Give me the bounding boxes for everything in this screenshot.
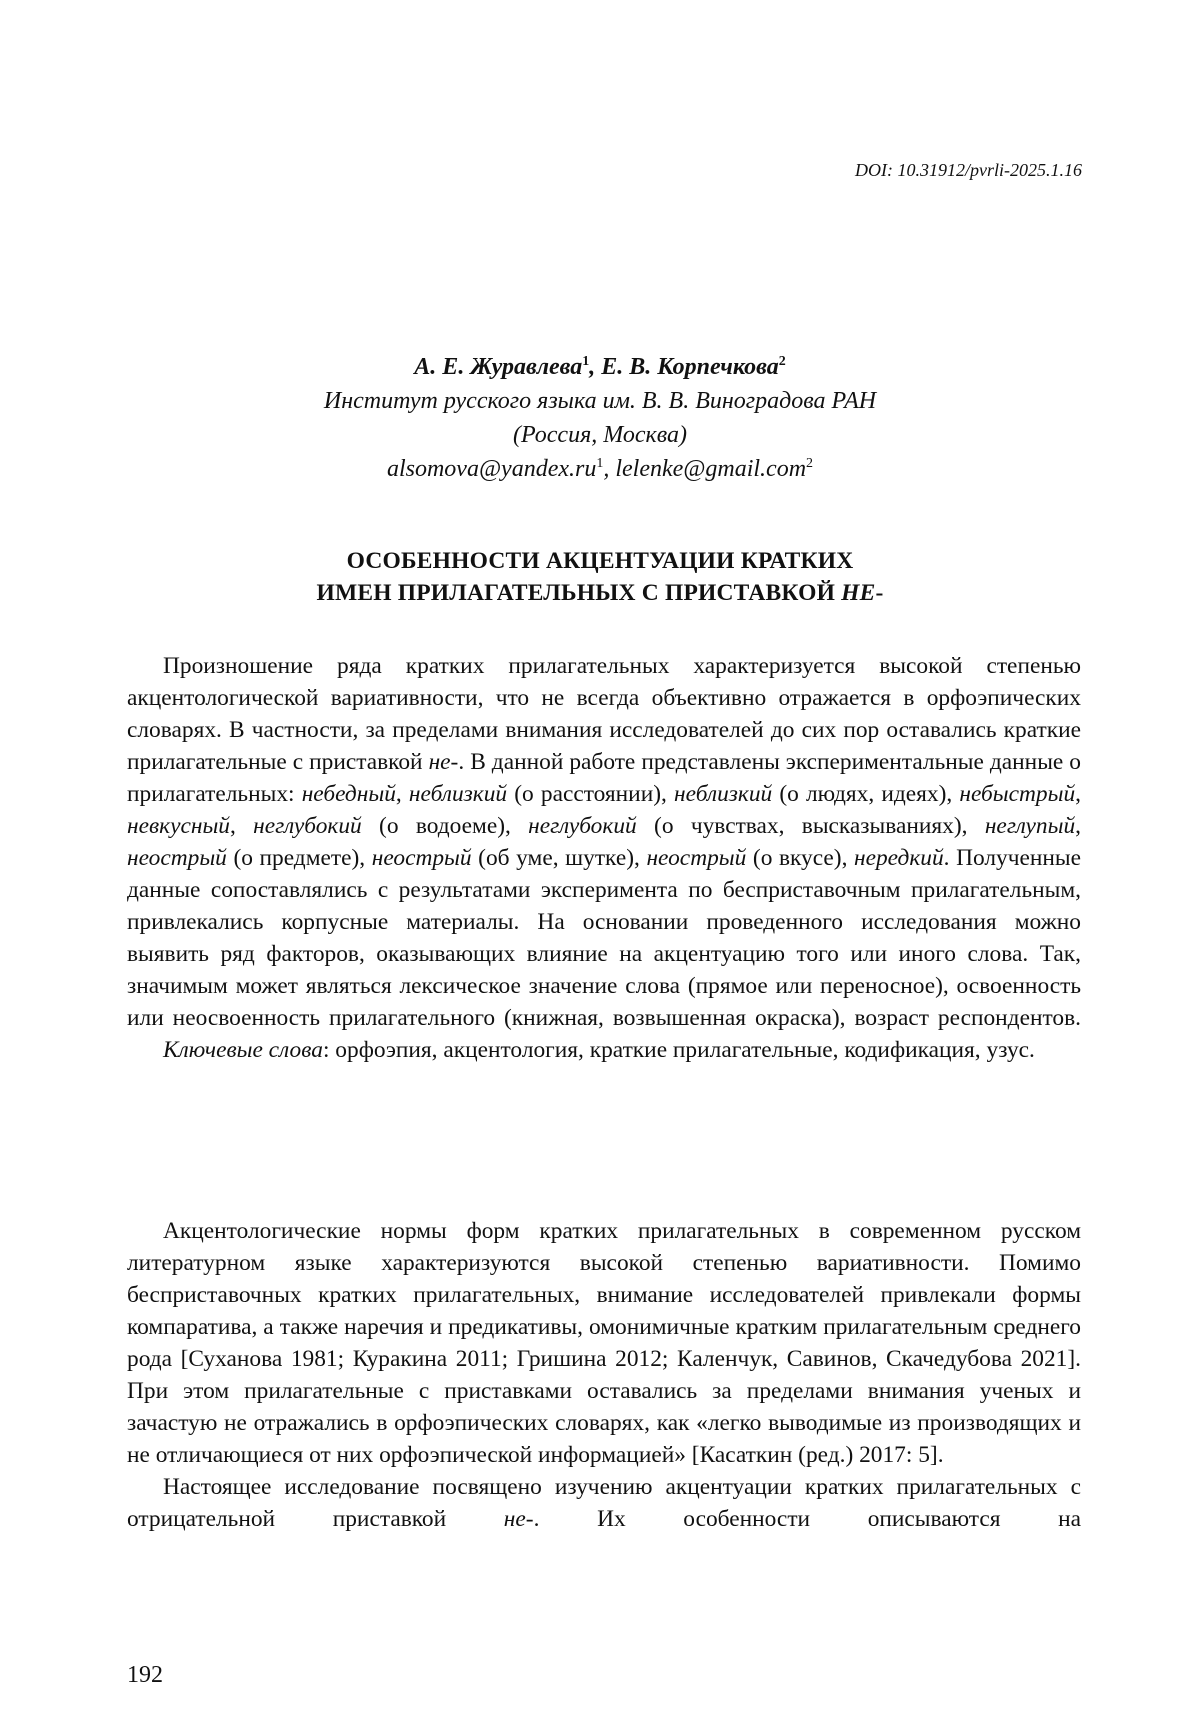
abstract-term: небедный <box>301 781 396 807</box>
email-1[interactable]: alsomova@yandex.ru <box>386 456 597 482</box>
body-paragraph-2 <box>127 1471 1081 1535</box>
email-1-sup: 1 <box>596 456 604 471</box>
abstract-term: неглубокий <box>528 813 637 839</box>
abstract-term: небыстрый <box>959 781 1076 807</box>
authors-line <box>0 350 1200 384</box>
abstract-section <box>127 650 1081 1066</box>
abstract-term: неострый <box>646 845 747 871</box>
abstract-term: неглубокий <box>253 813 362 839</box>
keywords-colon: : <box>322 1037 336 1063</box>
affiliation: Институт русского языка им. В. В. Виноградова РАН <box>323 388 877 414</box>
abstract-text: . Полученные данные сопоставлялись с результатами эксперимента по бесприставочным прилагательным, привлекались корпусные материалы. На основании проведенного исследования можно выявить ряд факторов, оказывающих влияние на акцентуацию того или иного слова. Так, значимым может являться лексическое значение слова (прямое или переносное), освоенность или неосвоенность прилагательного (книжная, возвышенная окраска), возраст респондентов. <box>127 845 1082 1031</box>
title-line-1: ОСОБЕННОСТИ АКЦЕНТУАЦИИ КРАТКИХ <box>346 548 854 574</box>
abstract-text: (об уме, шутке), <box>471 845 647 871</box>
body-p2-text: Настоящее исследование посвящено изучению акцентуации кратких прилагательных с отрицательной приставкой <box>127 1474 1081 1532</box>
abstract-term: не- <box>428 749 459 775</box>
abstract-term: неострый <box>371 845 472 871</box>
body-p2-term: не- <box>503 1506 534 1532</box>
page-number: 192 <box>127 1662 163 1688</box>
authors-separator: , <box>589 354 602 380</box>
email-separator: , <box>603 456 616 482</box>
abstract-term: невкусный <box>127 813 230 839</box>
author-info <box>0 350 1200 486</box>
body-paragraph-1: Акцентологические нормы форм кратких прилагательных в современном русском литературном языке характеризуются высокой степенью вариативности. Помимо бесприставочных кратких прилагательных, внимание исследователей привлекали формы компаратива, а также наречия и предикативы, омонимичные кратким прилагательным среднего рода [Суханова 1981; Куракина 2011; Гришина 2012; Каленчук, Савинов, Скачедубова 2021]. При этом прилагательные с приставками оставались за пределами внимания ученых и зачастую не отражались в орфоэпических словарях, как «легко выводимые из производящих и не отличающиеся от них орфоэпической информацией» [Касаткин (ред.) 2017: 5]. <box>127 1218 1081 1468</box>
abstract-text: (о чувствах, высказываниях), <box>636 813 985 839</box>
abstract-term: неблизкий <box>408 781 508 807</box>
email-2[interactable]: lelenke@gmail.com <box>615 456 807 482</box>
abstract-text: (о людях, идеях), <box>772 781 960 807</box>
emails-line <box>0 452 1200 486</box>
title-line-2 <box>0 577 1200 609</box>
article-title <box>0 545 1200 609</box>
abstract-text: , <box>1075 813 1081 839</box>
abstract-term: неглупый <box>984 813 1076 839</box>
title-line-2-tail: - <box>875 580 884 606</box>
abstract-text: . В данной работе представлены экспериментальные данные о прилагательных: <box>127 749 1082 807</box>
title-prefix-italic: НЕ <box>841 580 876 606</box>
body-p2-text-end: . Их особенности описываются на <box>533 1506 1081 1532</box>
abstract-text: (о расстоянии), <box>507 781 675 807</box>
email-2-sup: 2 <box>806 456 814 471</box>
abstract-text: , <box>230 813 254 839</box>
author-1: А. Е. Журавлева <box>414 354 583 380</box>
abstract-paragraph <box>127 650 1081 1034</box>
author-1-sup: 1 <box>582 354 590 369</box>
abstract-text: Произношение ряда кратких прилагательных характеризуется высокой степенью акцентологической вариативности, что не всегда объективно отражается в орфоэпических словарях. В частности, за пределами внимания исследователей до сих пор оставались краткие прилагательные с приставкой <box>127 653 1081 775</box>
abstract-text: (о вкусе), <box>746 845 854 871</box>
abstract-term: неблизкий <box>674 781 773 807</box>
author-2-sup: 2 <box>778 354 786 369</box>
title-line-2-main: ИМЕН ПРИЛАГАТЕЛЬНЫХ С ПРИСТАВКОЙ <box>316 580 842 606</box>
body-section <box>127 1215 1081 1535</box>
abstract-text: (о водоеме), <box>361 813 529 839</box>
abstract-text: (о предмете), <box>226 845 372 871</box>
abstract-term: неострый <box>127 845 227 871</box>
abstract-text: , <box>395 781 409 807</box>
keywords-label: Ключевые слова <box>163 1037 323 1063</box>
keywords-text: орфоэпия, акцентология, краткие прилагательные, кодификация, узус. <box>335 1037 1035 1063</box>
location: (Россия, Москва) <box>512 422 688 448</box>
abstract-text: , <box>1075 781 1082 807</box>
abstract-term: нередкий <box>854 845 944 871</box>
keywords-paragraph <box>127 1034 1081 1066</box>
author-2: Е. В. Корпечкова <box>601 354 779 380</box>
doi-label: DOI: 10.31912/pvrli-2025.1.16 <box>855 160 1082 180</box>
